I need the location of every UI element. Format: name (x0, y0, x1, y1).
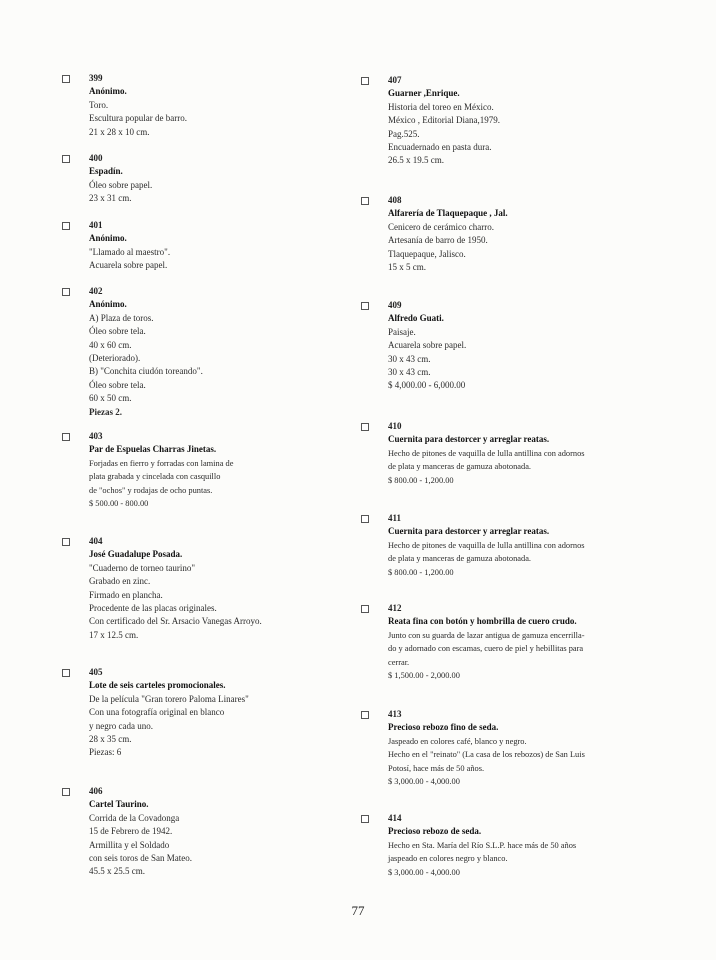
lot-title: José Guadalupe Posada. (89, 549, 183, 560)
lot-404 (89, 535, 339, 642)
lot-line: Hecho de pitones de vaquilla de lulla antillina con adornos (388, 448, 585, 458)
lot-403 (89, 430, 339, 510)
checkbox[interactable] (361, 815, 369, 823)
lot-title: Guarner ,Enrique. (388, 88, 460, 99)
checkbox[interactable] (62, 155, 70, 163)
lot-line: Artesanía de barro de 1950. (388, 235, 488, 246)
lot-line: plata grabada y cincelada con casquillo (89, 472, 221, 482)
lot-number: 405 (89, 667, 103, 677)
checkbox[interactable] (361, 302, 369, 310)
lot-line: 17 x 12.5 cm. (89, 629, 139, 640)
lot-line: 26.5 x 19.5 cm. (388, 155, 444, 166)
lot-price: $ 3,000.00 - 4,000.00 (388, 777, 460, 787)
lot-405 (89, 666, 339, 760)
lot-line: Con certificado del Sr. Arsacio Vanegas Arroyo. (89, 616, 262, 627)
lot-line: con seis toros de San Mateo. (89, 853, 192, 864)
lot-line: Hecho en Sta. María del Río S.L.P. hace más de 50 años (388, 840, 577, 850)
lot-401 (89, 219, 339, 273)
lot-number: 413 (388, 709, 402, 719)
lot-number: 408 (388, 195, 402, 205)
lot-line: Hecho en el "reinato" (La casa de los rebozos) de San Luis (388, 750, 585, 760)
lot-line: "Cuaderno de torneo taurino" (89, 562, 196, 573)
checkbox[interactable] (361, 423, 369, 431)
checkbox[interactable] (361, 515, 369, 523)
lot-number: 400 (89, 153, 103, 163)
lot-pieces: Piezas 2. (89, 406, 122, 417)
lot-price: $ 4,000.00 - 6,000.00 (388, 380, 466, 391)
lot-line: Piezas: 6 (89, 747, 122, 758)
lot-line: Procedente de las placas originales. (89, 603, 217, 614)
lot-line: Grabado en zinc. (89, 576, 151, 587)
lot-line: 40 x 60 cm. (89, 339, 132, 350)
lot-title: Anónimo. (89, 299, 127, 310)
lot-number: 399 (89, 73, 103, 83)
lot-price: $ 1,500.00 - 2,000.00 (388, 671, 460, 681)
lot-line: Junto con su guarda de lazar antigua de gamuza encerrilla- (388, 630, 585, 640)
lot-line: Con una fotografía original en blanco (89, 707, 225, 718)
lot-408 (388, 194, 688, 274)
checkbox[interactable] (62, 538, 70, 546)
lot-line: cerrar. (388, 657, 410, 667)
checkbox[interactable] (361, 197, 369, 205)
lot-line: 23 x 31 cm. (89, 193, 132, 204)
lot-title: Espadín. (89, 166, 123, 177)
lot-number: 414 (388, 813, 402, 823)
lot-399 (89, 72, 339, 139)
checkbox[interactable] (62, 669, 70, 677)
lot-line: México , Editorial Diana,1979. (388, 115, 500, 126)
lot-line: Corrida de la Covadonga (89, 812, 180, 823)
lot-line: 45.5 x 25.5 cm. (89, 866, 145, 877)
lot-line: Cenicero de cerámico charro. (388, 221, 494, 232)
lot-title: Alfredo Guati. (388, 313, 444, 324)
lot-406 (89, 785, 339, 879)
lot-title: Cartel Taurino. (89, 799, 149, 810)
lot-price: $ 500.00 - 800.00 (89, 499, 149, 509)
lot-number: 410 (388, 421, 402, 431)
checkbox[interactable] (62, 288, 70, 296)
lot-line: De la película "Gran torero Paloma Linares" (89, 693, 249, 704)
lot-title: Precioso rebozo de seda. (388, 826, 482, 837)
lot-line: Toro. (89, 99, 109, 110)
checkbox[interactable] (361, 605, 369, 613)
lot-line: 60 x 50 cm. (89, 393, 132, 404)
lot-number: 404 (89, 536, 103, 546)
lot-line: de plata y manceras de gamuza abotonada. (388, 554, 532, 564)
lot-line: Encuadernado en pasta dura. (388, 142, 492, 153)
checkbox[interactable] (361, 711, 369, 719)
lot-line: 15 x 5 cm. (388, 262, 426, 273)
lot-title: Anónimo. (89, 86, 127, 97)
lot-407 (388, 74, 688, 168)
lot-412 (388, 602, 688, 682)
lot-line: Historia del toreo en México. (388, 101, 494, 112)
lot-price: $ 3,000.00 - 4,000.00 (388, 867, 460, 877)
lot-411 (388, 512, 688, 579)
checkbox[interactable] (62, 433, 70, 441)
lot-title: Reata fina con botón y hombrilla de cuero crudo. (388, 616, 577, 627)
lot-line: Escultura popular de barro. (89, 113, 187, 124)
lot-line: y negro cada uno. (89, 720, 153, 731)
page-number: 77 (351, 903, 365, 918)
lot-number: 412 (388, 603, 402, 613)
lot-402 (89, 285, 339, 419)
lot-number: 401 (89, 220, 103, 230)
lot-409 (388, 299, 688, 393)
lot-line: A) Plaza de toros. (89, 312, 154, 323)
checkbox[interactable] (62, 75, 70, 83)
lot-number: 403 (89, 431, 103, 441)
lot-title: Cuernita para destorcer y arreglar reatas. (388, 526, 550, 537)
checkbox[interactable] (62, 222, 70, 230)
lot-line: Acuarela sobre papel. (388, 340, 467, 351)
lot-price: $ 800.00 - 1,200.00 (388, 475, 454, 485)
lot-line: (Deteriorado). (89, 353, 141, 364)
lot-line: 15 de Febrero de 1942. (89, 826, 173, 837)
lot-line: Tlaquepaque, Jalisco. (388, 248, 466, 259)
lot-number: 411 (388, 513, 402, 523)
checkbox[interactable] (361, 77, 369, 85)
lot-line: 21 x 28 x 10 cm. (89, 126, 150, 137)
lot-line: Hecho de pitones de vaquilla de lulla antillina con adornos (388, 540, 585, 550)
lot-line: 30 x 43 cm. (388, 367, 431, 378)
lot-number: 409 (388, 300, 402, 310)
lot-line: Potosí, hace más de 50 años. (388, 763, 485, 773)
lot-title: Par de Espuelas Charras Jinetas. (89, 444, 217, 455)
lot-number: 407 (388, 75, 402, 85)
lot-title: Precioso rebozo fino de seda. (388, 722, 499, 733)
lot-title: Alfarería de Tlaquepaque , Jal. (388, 208, 508, 219)
lot-title: Lote de seis carteles promocionales. (89, 680, 226, 691)
lot-line: Armillita y el Soldado (89, 839, 170, 850)
lot-number: 402 (89, 286, 103, 296)
lot-number: 406 (89, 786, 103, 796)
lot-line: Firmado en plancha. (89, 589, 163, 600)
lot-line: Óleo sobre papel. (89, 179, 153, 190)
lot-line: B) "Conchita ciudón toreando". (89, 366, 203, 377)
lot-413 (388, 708, 688, 788)
lot-title: Cuernita para destorcer y arreglar reatas. (388, 434, 550, 445)
lot-line: de plata y manceras de gamuza abotonada. (388, 462, 532, 472)
lot-line: Jaspeado en colores café, blanco y negro. (388, 736, 527, 746)
lot-line: Acuarela sobre papel. (89, 260, 168, 271)
lot-line: Paisaje. (388, 326, 416, 337)
lot-line: do y adornado con escamas, cuero de piel y hebillitas para (388, 644, 584, 654)
lot-line: de "ochos" y rodajas de ocho puntas. (89, 485, 213, 495)
checkbox[interactable] (62, 788, 70, 796)
lot-line: "Llamado al maestro". (89, 246, 171, 257)
lot-400 (89, 152, 339, 206)
lot-410 (388, 420, 688, 487)
lot-line: 28 x 35 cm. (89, 734, 132, 745)
lot-line: 30 x 43 cm. (388, 353, 431, 364)
lot-414 (388, 812, 688, 879)
lot-line: Forjadas en fierro y forradas con lamina de (89, 458, 234, 468)
lot-line: Óleo sobre tela. (89, 326, 146, 337)
lot-line: Pag.525. (388, 128, 420, 139)
lot-price: $ 800.00 - 1,200.00 (388, 567, 454, 577)
lot-line: Óleo sobre tela. (89, 379, 146, 390)
lot-line: jaspeado en colores negro y blanco. (388, 854, 508, 864)
lot-title: Anónimo. (89, 233, 127, 244)
